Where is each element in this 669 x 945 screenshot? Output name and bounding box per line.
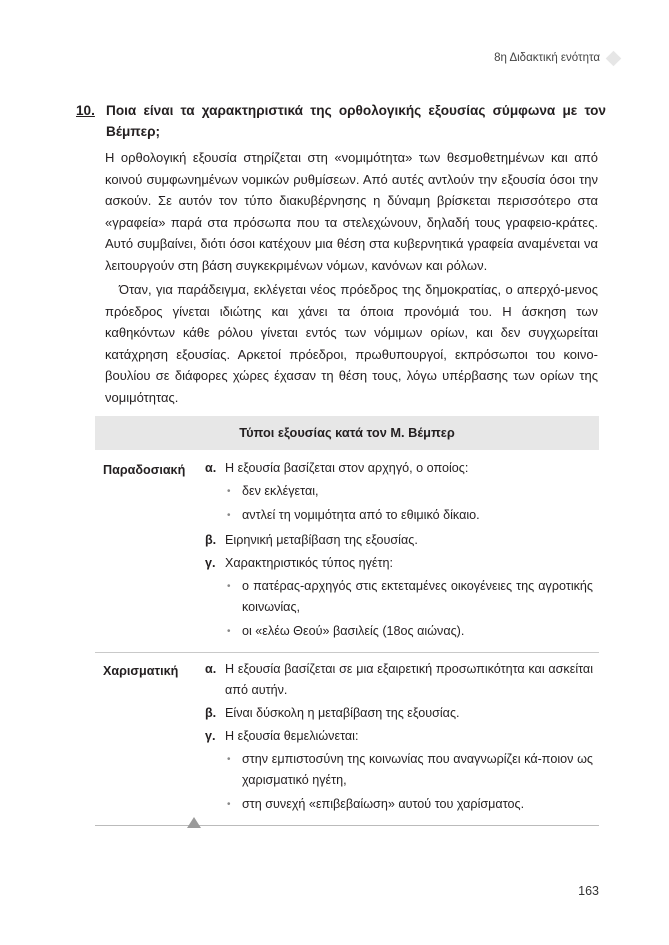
bullet-text: ο πατέρας-αρχηγός στις εκτεταμένες οικογένειες της αγροτικής κοινωνίας, [242, 579, 593, 614]
item-text: Η εξουσία θεμελιώνεται: [225, 729, 359, 743]
question-text: Ποια είναι τα χαρακτηριστικά της ορθολογικής εξουσίας σύμφωνα με τον Βέμπερ; [106, 103, 606, 139]
page-number: 163 [578, 884, 599, 898]
page-header [494, 52, 619, 64]
list-item [205, 530, 593, 551]
item-text: Είναι δύσκολη η μεταβίβαση της εξουσίας. [225, 706, 460, 720]
answer-paragraph: Όταν, για παράδειγμα, εκλέγεται νέος πρόεδρος της δημοκρατίας, ο απερχό-μενος πρόεδρος γίνεται ιδιώτης και χάνει τα όποια προνόμιά του. Η άσκηση των καθηκόντων κάθε ρόλου γίνεται εντός των νόμιμων ορίων, και δεν συγχωρείται κατάχρηση εξουσίας. Αρκετοί πρόεδροι, πρωθυπουργοί, εκπρόσωποι του κοινο-βουλίου σε διάφορες χώρες έχασαν τη θέση τους, λόγω υπέρβασης των ορίων της νομιμότητας. [105, 282, 598, 405]
bullet-list [225, 481, 593, 526]
bullet-icon: • [227, 581, 231, 592]
item-letter: α. [205, 461, 217, 475]
bullet-icon: • [227, 799, 231, 810]
table-title: Τύποι εξουσίας κατά τον Μ. Βέμπερ [95, 416, 599, 450]
item-letter: γ. [205, 729, 216, 743]
bullet-text: οι «ελέω Θεού» βασιλείς (18ος αιώνας). [242, 624, 465, 638]
row-label: Παραδοσιακή [103, 463, 186, 477]
bullet-list [225, 576, 593, 642]
bullet-item [225, 794, 593, 815]
question [76, 100, 606, 142]
table-row-charismatic [95, 653, 599, 826]
item-text: Χαρακτηριστικός τύπος ηγέτη: [225, 556, 393, 570]
bullet-item [225, 505, 593, 526]
item-letter: β. [205, 706, 217, 720]
bullet-text: δεν εκλέγεται, [242, 484, 319, 498]
list-item [205, 726, 593, 747]
list-item [205, 553, 593, 574]
answer [105, 147, 598, 411]
row-content [199, 657, 599, 825]
bullet-item [225, 576, 593, 618]
bullet-item [225, 621, 593, 642]
row-content [199, 456, 599, 652]
question-number: 10. [76, 103, 95, 118]
table-row-traditional [95, 450, 599, 653]
diamond-icon [606, 50, 622, 66]
item-letter: α. [205, 662, 217, 676]
answer-paragraph: Η ορθολογική εξουσία στηρίζεται στη «νομιμότητα» των θεσμοθετημένων και από κοινού συμφωνημένων νομικών ρυθμίσεων. Από αυτές αντλούν την εξουσία όσοι την ασκούν. Σε αυτόν τον τύπο διακυβέρνησης η δύναμη βρίσκεται περισσότερο στα «γραφεία» παρά στα πρόσωπα που τα στελεχώνουν, δηλαδή τους γραφειο-κράτες. Αυτό συμβαίνει, διότι όσοι κατέχουν μια θέση στα κυβερνητικά γραφεία αναμένεται να λειτουργούν στη βάση συγκεκριμένων νόμων, κανόνων και ρόλων. [105, 150, 598, 273]
item-letter: γ. [205, 556, 216, 570]
bullet-item [225, 481, 593, 502]
bullet-text: στην εμπιστοσύνη της κοινωνίας που αναγνωρίζει κά-ποιον ως χαρισματικό ηγέτη, [242, 752, 593, 787]
bullet-icon: • [227, 754, 231, 765]
row-label: Χαρισματική [103, 664, 179, 678]
section-title: 8η Διδακτική ενότητα [494, 52, 600, 64]
item-text: Ειρηνική μεταβίβαση της εξουσίας. [225, 533, 418, 547]
authority-types-table [95, 416, 599, 826]
bullet-icon: • [227, 510, 231, 521]
list-item [205, 458, 593, 479]
list-item [205, 703, 593, 724]
bullet-icon: • [227, 626, 231, 637]
triangle-icon [187, 817, 201, 828]
item-letter: β. [205, 533, 217, 547]
item-text: Η εξουσία βασίζεται στον αρχηγό, ο οποίος: [225, 461, 469, 475]
list-item [205, 659, 593, 701]
bullet-text: στη συνεχή «επιβεβαίωση» αυτού του χαρίσματος. [242, 797, 525, 811]
bullet-list [225, 749, 593, 815]
bullet-item [225, 749, 593, 791]
bullet-text: αντλεί τη νομιμότητα από το εθιμικό δίκαιο. [242, 508, 480, 522]
item-text: Η εξουσία βασίζεται σε μια εξαιρετική προσωπικότητα και ασκείται από αυτήν. [225, 662, 593, 697]
bullet-icon: • [227, 486, 231, 497]
